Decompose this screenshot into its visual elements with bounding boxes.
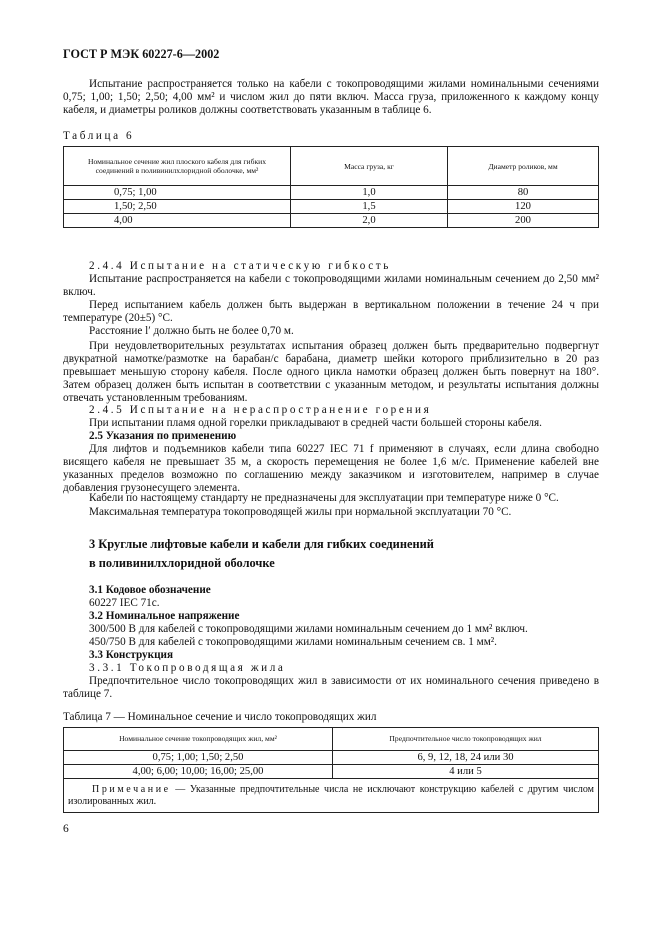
table-cell: 0,75; 1,00 [64, 186, 291, 200]
table-header-row [64, 147, 599, 186]
section-3-3-title: 3.3 Конструкция [89, 649, 174, 661]
table6-caption: Таблица 6 [63, 130, 135, 142]
section-3-3-1-title: 3.3.1 Токопроводящая жила [89, 662, 286, 674]
section-2-5-title: 2.5 Указания по применению [89, 430, 237, 442]
table-header-row [64, 728, 599, 751]
table-cell: 2,0 [291, 214, 448, 228]
table-header-cell: Предпочтительное число токопроводящих жил [333, 728, 599, 751]
note-text: — Указанные предпочтительные числа не исключают конструкцию кабелей с другим числом изолированных жил. [68, 784, 594, 807]
paragraph: Кабели по настоящему стандарту не предназначены для эксплуатации при температуре ниже 0 °С. [89, 492, 559, 504]
table-cell: 120 [448, 200, 599, 214]
section-3-title [89, 536, 434, 571]
table-row [64, 200, 599, 214]
table-row [64, 765, 599, 779]
table-note [64, 779, 599, 813]
paragraph: Для лифтов и подъемников кабели типа 60227 IEC 71 f применяют в случаях, если длина свободно висящего кабеля не превышает 35 м, а скорость перемещения не более 1,6 м/с. Применение кабелей вне указанных пределов возможно по соглашению между заказчиком и изготовителем, например в случае добавления грузонесущего элемента. [63, 443, 599, 494]
table-header-cell: Масса груза, кг [291, 147, 448, 186]
table-row [64, 186, 599, 200]
table-header-cell: Номинальное сечение жил плоского кабеля для гибких соединений в поливинилхлоридной оболочке, мм² [64, 147, 291, 186]
table-cell: 4,00 [64, 214, 291, 228]
table-cell: 4,00; 6,00; 10,00; 16,00; 25,00 [64, 765, 333, 779]
table-cell: 4 или 5 [333, 765, 599, 779]
table-cell: 80 [448, 186, 599, 200]
voltage-line: 300/500 В для кабелей с токопроводящими жилами номинальным сечением до 1 мм² включ. [89, 623, 528, 635]
paragraph: При испытании пламя одной горелки прикладывают в средней части большей стороны кабеля. [89, 417, 542, 429]
paragraph: Испытание распространяется на кабели с токопроводящими жилами номинальным сечением до 2,50 мм² включ. [63, 273, 599, 298]
section-3-title-line: в поливинилхлоридной оболочке [89, 556, 275, 570]
table-note-row [64, 779, 599, 813]
section-2-4-5-title: 2.4.5 Испытание на нераспространение горения [89, 404, 432, 416]
table-7 [63, 727, 599, 813]
paragraph: При неудовлетворительных результатах испытания образец должен быть предварительно подвергнут двукратной намотке/размотке на барабан/с барабана, диаметр шейки которого приблизительно в 20 раз превышает меньшую сторону кабеля. После одного цикла намотки образец должен быть повернут на 180°. Затем образец должен быть испытан в соответствии с указанным методом, и результаты испытания должны отвечать установленным требованиям. [63, 340, 599, 404]
table-cell: 1,5 [291, 200, 448, 214]
voltage-line: 450/750 В для кабелей с токопроводящими жилами номинальным сечением св. 1 мм². [89, 636, 497, 648]
paragraph: Максимальная температура токопроводящей жилы при нормальной эксплуатации 70 °С. [89, 506, 512, 518]
note-label: Примечание [92, 784, 171, 795]
table-6 [63, 146, 599, 228]
table7-caption: Таблица 7 — Номинальное сечение и число токопроводящих жил [63, 711, 377, 723]
section-3-1-title: 3.1 Кодовое обозначение [89, 584, 211, 596]
code-designation: 60227 IEC 71c. [89, 597, 160, 609]
section-3-title-line: 3 Круглые лифтовые кабели и кабели для гибких соединений [89, 537, 434, 551]
intro-paragraph: Испытание распространяется только на кабели с токопроводящими жилами номинальными сечениями 0,75; 1,00; 1,50; 2,50; 4,00 мм² и числом жил до пяти включ. Масса груза, приложенного к каждому концу кабеля, и диаметры роликов должны соответствовать указанным в таблице 6. [63, 78, 599, 116]
table-cell: 1,50; 2,50 [64, 200, 291, 214]
page-header: ГОСТ Р МЭК 60227-6—2002 [63, 47, 220, 61]
table-cell: 6, 9, 12, 18, 24 или 30 [333, 751, 599, 765]
table-cell: 0,75; 1,00; 1,50; 2,50 [64, 751, 333, 765]
table-header-cell: Номинальное сечение токопроводящих жил, мм² [64, 728, 333, 751]
table-row [64, 751, 599, 765]
section-3-2-title: 3.2 Номинальное напряжение [89, 610, 240, 622]
table-cell: 1,0 [291, 186, 448, 200]
table-cell: 200 [448, 214, 599, 228]
section-2-4-4-title: 2.4.4 Испытание на статическую гибкость [89, 260, 391, 272]
table-header-cell: Диаметр роликов, мм [448, 147, 599, 186]
paragraph: Перед испытанием кабель должен быть выдержан в вертикальном положении в течение 24 ч при температуре (20±5) °С. [63, 299, 599, 324]
paragraph: Расстояние l′ должно быть не более 0,70 м. [89, 325, 294, 337]
paragraph: Предпочтительное число токопроводящих жил в зависимости от их номинального сечения приведено в таблице 7. [63, 675, 599, 700]
page-number: 6 [63, 823, 69, 835]
table-row [64, 214, 599, 228]
